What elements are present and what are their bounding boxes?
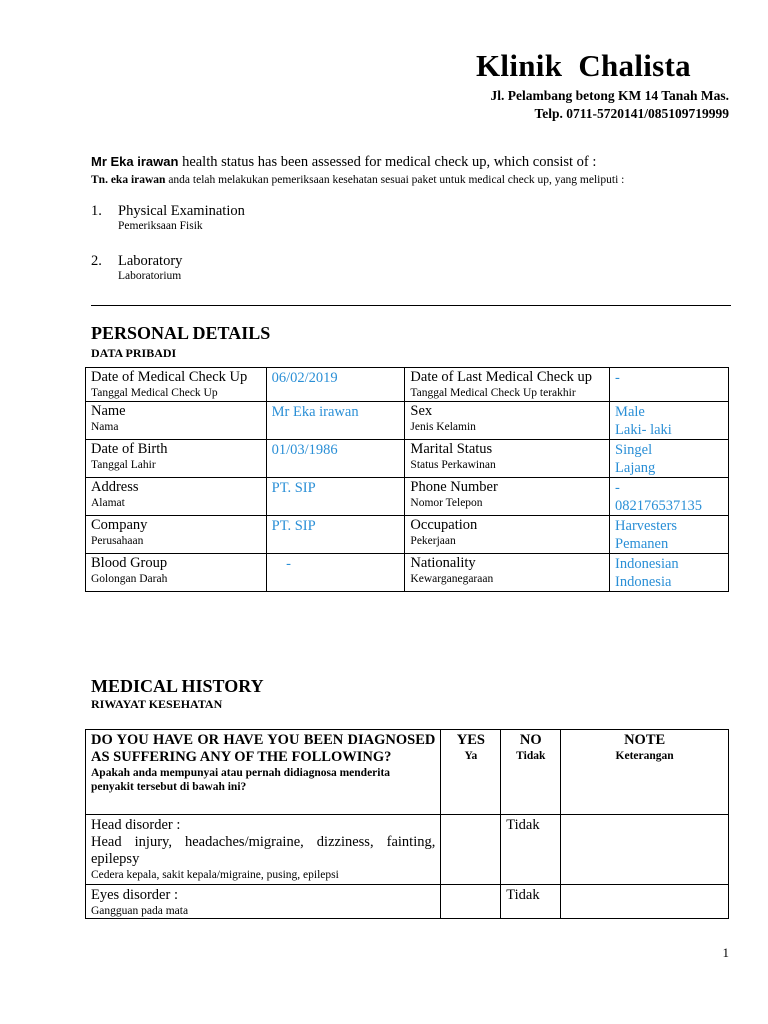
condition-sublabel: Gangguan pada mata (91, 905, 189, 917)
divider (91, 305, 731, 306)
field-value: Indonesian (615, 556, 679, 572)
yes-cell (441, 885, 501, 919)
field-value: - (271, 556, 291, 572)
no-header: NO (519, 732, 542, 748)
table-row (86, 516, 729, 554)
condition-cell (86, 815, 441, 885)
field-value: - (615, 480, 620, 496)
field-label: Marital Status (410, 441, 493, 457)
question-id: Apakah anda mempunyai atau pernah didiagnosa menderita penyakit tersebut di bawah ini? (91, 767, 391, 793)
yes-header: YES (456, 732, 485, 748)
field-value: Harvesters (615, 518, 678, 534)
field-label-cell (86, 554, 267, 592)
field-label-cell (86, 402, 267, 440)
field-label: Phone Number (410, 479, 498, 495)
condition-title: Eyes disorder : (91, 887, 178, 903)
question-header-cell (86, 730, 441, 815)
clinic-phone: Telp. 0711-5720141/085109719999 (534, 106, 729, 121)
no-header-sub: Tidak (516, 750, 546, 762)
field-value-translation: Pemanen (615, 536, 669, 552)
table-header-row (86, 730, 729, 815)
yes-header-cell (441, 730, 501, 815)
field-label-cell (86, 478, 267, 516)
field-value-cell (266, 440, 405, 478)
field-label-cell (405, 440, 610, 478)
field-label: Date of Medical Check Up (91, 369, 248, 385)
field-value-cell (266, 554, 405, 592)
personal-details-subtitle: DATA PRIBADI (91, 346, 177, 360)
checkup-item-laboratory (91, 253, 182, 270)
patient-name-en: Mr Eka irawan (91, 154, 179, 169)
personal-details-table (85, 367, 729, 592)
medical-history-table (85, 729, 729, 919)
field-value-cell (610, 516, 729, 554)
list-label: Physical Examination (118, 203, 245, 219)
field-label-cell (86, 440, 267, 478)
no-answer: Tidak (506, 817, 540, 833)
field-value-cell (610, 402, 729, 440)
no-cell (501, 885, 561, 919)
checkup-item-laboratory-sub: Laboratorium (118, 270, 182, 282)
intro-english (91, 154, 596, 171)
field-sublabel: Nomor Telepon (410, 497, 483, 509)
field-sublabel: Tanggal Medical Check Up terakhir (410, 387, 576, 399)
field-value: - (615, 370, 620, 386)
table-row (86, 478, 729, 516)
field-sublabel: Pekerjaan (410, 535, 456, 547)
question-en: DO YOU HAVE OR HAVE YOU BEEN DIAGNOSED AS SUFFERING ANY OF THE FOLLOWING? (91, 732, 436, 765)
field-label-cell (405, 368, 610, 402)
field-value-cell (266, 402, 405, 440)
field-label-cell (86, 368, 267, 402)
field-sublabel: Kewarganegaraan (410, 573, 494, 585)
field-label-cell (405, 516, 610, 554)
field-value-translation: Lajang (615, 460, 656, 476)
field-value-cell (610, 554, 729, 592)
clinic-name: Klinik Chalista (476, 48, 691, 83)
field-value-cell (610, 440, 729, 478)
list-label: Laboratory (118, 253, 183, 269)
field-label: Sex (410, 403, 433, 419)
field-value: Singel (615, 442, 653, 458)
field-sublabel: Tanggal Medical Check Up (91, 387, 218, 399)
field-value-phone: 082176537135 (615, 498, 703, 514)
table-row (86, 885, 729, 919)
field-value-cell (610, 368, 729, 402)
field-value-translation: Laki- laki (615, 422, 672, 438)
field-sublabel: Jenis Kelamin (410, 421, 476, 433)
list-number: 1. (91, 203, 102, 219)
table-row (86, 402, 729, 440)
checkup-item-physical (91, 203, 245, 220)
field-label-cell (405, 554, 610, 592)
field-sublabel: Nama (91, 421, 119, 433)
field-value: Mr Eka irawan (271, 404, 359, 420)
field-sublabel: Alamat (91, 497, 125, 509)
field-sublabel: Golongan Darah (91, 573, 168, 585)
table-row (86, 554, 729, 592)
yes-header-sub: Ya (464, 750, 478, 762)
field-value: Male (615, 404, 645, 420)
field-value: PT. SIP (271, 518, 316, 534)
no-cell (501, 815, 561, 885)
field-sublabel: Perusahaan (91, 535, 144, 547)
field-value-translation: Indonesia (615, 574, 672, 590)
field-value-cell (266, 478, 405, 516)
condition-cell (86, 885, 441, 919)
field-label-cell (86, 516, 267, 554)
no-answer: Tidak (506, 887, 540, 903)
medical-history-subtitle: RIWAYAT KESEHATAN (91, 697, 223, 711)
yes-cell (441, 815, 501, 885)
personal-details-title: PERSONAL DETAILS (91, 323, 271, 343)
page-number: 1 (722, 945, 729, 960)
field-label: Nationality (410, 555, 476, 571)
note-cell (561, 815, 729, 885)
field-label: Address (91, 479, 139, 495)
field-label: Date of Birth (91, 441, 168, 457)
intro-id-text: anda telah melakukan pemeriksaan kesehatan sesuai paket untuk medical check up, yang meliputi : (165, 174, 625, 186)
condition-detail: Head injury, headaches/migraine, dizziness, fainting, epilepsy (91, 834, 436, 867)
field-value: PT. SIP (271, 480, 316, 496)
field-sublabel: Status Perkawinan (410, 459, 496, 471)
intro-en-text: health status has been assessed for medical check up, which consist of : (178, 154, 597, 170)
note-header-cell (561, 730, 729, 815)
field-sublabel: Tanggal Lahir (91, 459, 156, 471)
list-number: 2. (91, 253, 102, 269)
field-value-cell (266, 516, 405, 554)
field-label: Name (91, 403, 126, 419)
clinic-contact (490, 87, 729, 123)
patient-name-id: Tn. eka irawan (91, 174, 166, 186)
field-label-cell (405, 478, 610, 516)
clinic-address: Jl. Pelambang betong KM 14 Tanah Mas. (490, 88, 729, 103)
table-row (86, 440, 729, 478)
field-label: Occupation (410, 517, 478, 533)
table-row (86, 368, 729, 402)
intro-indonesian (91, 174, 624, 186)
field-value: 01/03/1986 (271, 442, 338, 458)
condition-sublabel: Cedera kepala, sakit kepala/migraine, pusing, epilepsi (91, 869, 339, 881)
condition-title: Head disorder : (91, 817, 181, 833)
note-header: NOTE (624, 732, 666, 748)
field-label: Company (91, 517, 148, 533)
table-row (86, 815, 729, 885)
field-value-cell (266, 368, 405, 402)
field-label: Date of Last Medical Check up (410, 369, 593, 385)
field-value: 06/02/2019 (271, 370, 338, 386)
note-header-sub: Keterangan (615, 750, 674, 762)
note-cell (561, 885, 729, 919)
checkup-item-physical-sub: Pemeriksaan Fisik (118, 220, 203, 232)
field-label: Blood Group (91, 555, 168, 571)
field-value-cell (610, 478, 729, 516)
medical-history-title: MEDICAL HISTORY (91, 676, 264, 696)
field-label-cell (405, 402, 610, 440)
no-header-cell (501, 730, 561, 815)
